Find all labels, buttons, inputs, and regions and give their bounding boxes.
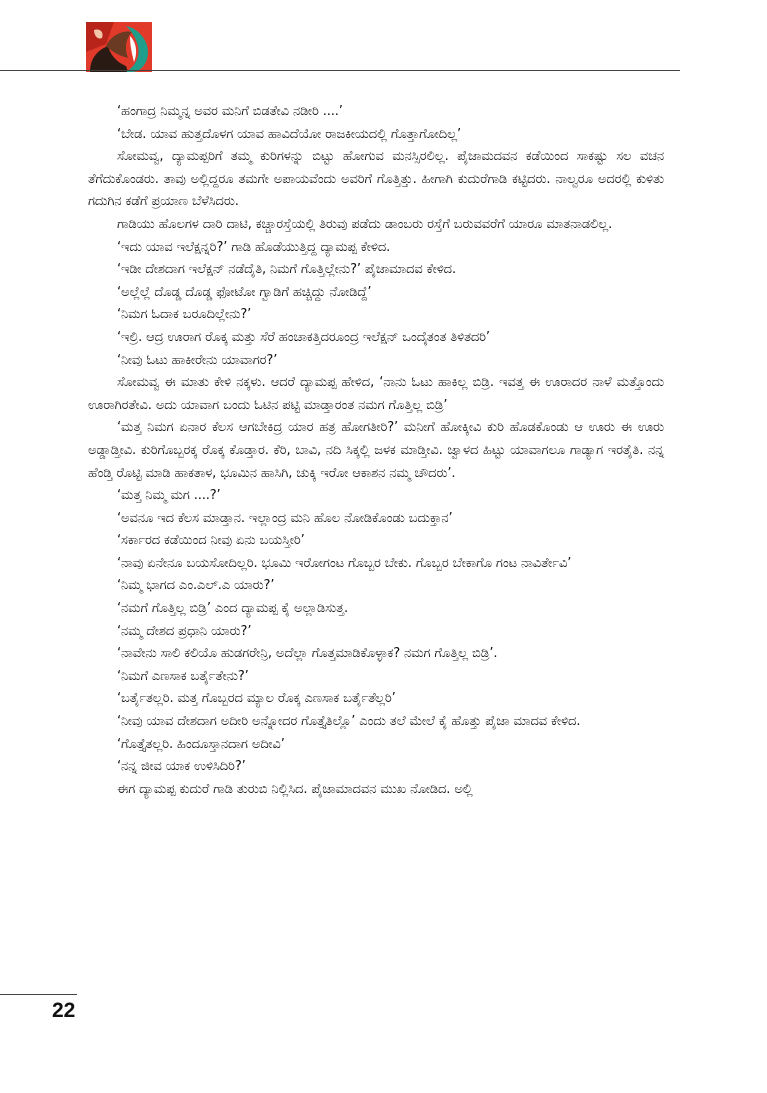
story-paragraph: ‘ನೀವು ಯಾವ ದೇಶದಾಗ ಅದೀರಿ ಅನ್ನೋದರ ಗೊತ್ತೈತಿಲ್ಲೊ’ ಎಂದು ತಲೆ ಮೇಲೆ ಕೈ ಹೊತ್ತು ಪೈಜಾ ಮಾದವ ಕೇಳಿದ. xyxy=(117,714,581,730)
story-paragraph: ‘ನನ್ನ ಜೀವ ಯಾಕ ಉಳಿಸಿದಿರಿ?’ xyxy=(117,759,246,775)
story-paragraph: ‘ನಿಮಗೆ ಎಣಸಾಕ ಬರ್ತೈತೇನು?’ xyxy=(117,668,249,684)
page-number: 22 xyxy=(52,999,76,1022)
story-body xyxy=(88,101,664,801)
header-rule xyxy=(0,70,680,71)
story-paragraph: ‘ನೀವು ಓಟು ಹಾಕೀರೇನು ಯಾವಾಗರ?’ xyxy=(117,352,278,368)
story-paragraph: ‘ನಾವು ಏನೇನೂ ಬಯಸೋದಿಲ್ಲರಿ. ಭೂಮಿ ಇರೋಗಂಟ ಗೊಬ್ಬರ ಬೇಕು. ಗೊಬ್ಬರ ಬೇಕಾಗೊ ಗಂಟ ನಾವಿರ್ತೇವಿ’ xyxy=(117,555,572,571)
story-paragraph: ‘ನಿಮಗ ಓದಾಕ ಬರೂದಿಲ್ಲೇನು?’ xyxy=(117,307,252,323)
story-paragraph: ‘ಇಡೀ ದೇಶದಾಗ ಇಲೆಕ್ಷನ್ ನಡೆದೈತಿ, ನಿಮಗೆ ಗೊತ್ತಿಲ್ಲೇನು?’ ಪೈಜಾಮಾದವ ಕೇಳಿದ. xyxy=(117,262,457,278)
logo-artwork xyxy=(86,22,152,72)
story-paragraph: ‘ಅಲ್ಲೆಲ್ಲೆ ದೊಡ್ಡ ದೊಡ್ಡ ಫೋಟೋ ಗ್ವಾಡಿಗೆ ಹಚ್ಚಿದ್ದು ನೋಡಿದ್ದೆ’ xyxy=(117,284,372,300)
story-paragraph: ಗಾಡಿಯು ಹೊಲಗಳ ದಾರಿ ದಾಟಿ, ಕಚ್ಚಾರಸ್ತೆಯಲ್ಲಿ ತಿರುವು ಪಡೆದು ಡಾಂಬರು ರಸ್ತೆಗೆ ಬರುವವರೆಗೆ ಯಾರೂ ಮಾತನಾಡಲಿಲ್ಲ. xyxy=(117,216,613,232)
story-paragraph: ‘ಬೇಡ. ಯಾವ ಹುತ್ತದೊಳಗ ಯಾವ ಹಾವಿದೆಯೋ ರಾಜಕೀಯದಲ್ಲಿ ಗೊತ್ತಾಗೋದಿಲ್ಲ’ xyxy=(117,126,461,142)
story-paragraph: ‘ನಾವೇನು ಸಾಲಿ ಕಲಿಯೊ ಹುಡಗರೇನ್ರಿ, ಅದೆಲ್ಲಾ ಗೊತ್ತಮಾಡಿಕೊಳ್ಳಾಕ? ನಮಗ ಗೊತ್ತಿಲ್ಲ ಬಿಡ್ರಿ’. xyxy=(117,646,498,662)
story-paragraph: ‘ನಮಗೆ ಗೊತ್ತಿಲ್ಲ ಬಿಡ್ರಿ’ ಎಂದ ದ್ಯಾಮಪ್ಪ ಕೈ ಅಲ್ಲಾಡಿಸುತ್ತ. xyxy=(117,601,349,617)
story-paragraph: ಸೋಮವ್ವ ಈ ಮಾತು ಕೇಳಿ ನಕ್ಕಳು. ಆದರೆ ದ್ಯಾಮಪ್ಪ ಹೇಳಿದ, ‘ನಾನು ಓಟು ಹಾಕಿಲ್ಲ ಬಿಡ್ರಿ. ಇವತ್ತ ಈ ಊರಾದರ ನಾಳೆ ಮತ್ತೊಂದು ಊರಾಗಿರತೇವಿ. ಅದು ಯಾವಾಗ ಬಂದು ಓಟಿನ ಪಟ್ಟಿ ಮಾಡ್ತಾರಂತ ನಮಗ ಗೊತ್ತಿಲ್ಲ ಬಿಡ್ರಿ’ xyxy=(88,375,664,413)
story-paragraph: ‘ನಿಮ್ಮ ಭಾಗದ ಎಂ.ಎಲ್.ಎ ಯಾರು?’ xyxy=(117,578,275,594)
story-paragraph: ‘ಇದು ಯಾವ ಇಲೆಕ್ಷನ್ನರಿ?’ ಗಾಡಿ ಹೊಡೆಯುತ್ತಿದ್ದ ದ್ಯಾಮಪ್ಪ ಕೇಳಿದ. xyxy=(117,239,391,255)
story-paragraph: ‘ಗೊತ್ತೈತಲ್ಲರಿ. ಹಿಂದೂಸ್ತಾನದಾಗ ಅದೀವಿ’ xyxy=(117,736,285,752)
story-paragraph: ‘ಇಲ್ರಿ. ಆದ್ರ ಊರಾಗ ರೊಕ್ಕ ಮತ್ತು ಸೆರೆ ಹಂಚಾಕತ್ತಿದರೂಂದ್ರ ಇಲೆಕ್ಷನ್ ಒಂದೈತಂತ ತಿಳಿತದರಿ’ xyxy=(117,329,490,345)
story-paragraph: ಸೋಮವ್ವ, ದ್ಯಾಮಪ್ಪರಿಗೆ ತಮ್ಮ ಕುರಿಗಳನ್ನು ಬಿಟ್ಟು ಹೋಗುವ ಮನಸ್ಸಿರಲಿಲ್ಲ. ಪೈಜಾಮದವನ ಕಡೆಯಿಂದ ಸಾಕಷ್ಟು ಸಲ ವಚನ ತೆಗೆದುಕೊಂಡರು. ತಾವು ಅಲ್ಲಿದ್ದರೂ ತಮಗೇ ಅಪಾಯವೆಂದು ಅವರಿಗೆ ಗೊತ್ತಿತ್ತು. ಹೀಗಾಗಿ ಕುದುರೆಗಾಡಿ ಕಟ್ಟಿದರು. ನಾಲ್ವರೂ ಅದರಲ್ಲಿ ಕುಳಿತು ಗದುಗಿನ ಕಡೆಗೆ ಪ್ರಯಾಣ ಬೆಳೆಸಿದರು. xyxy=(88,149,664,210)
story-paragraph: ‘ನಮ್ಮ ದೇಶದ ಪ್ರಧಾನಿ ಯಾರು?’ xyxy=(117,623,252,639)
story-paragraph: ‘ಮತ್ತ ನಿಮಗ ಏನಾರ ಕೆಲಸ ಆಗಬೇಕಿದ್ರ ಯಾರ ಹತ್ರ ಹೋಗತೀರಿ?’ ಮನೀಗೆ ಹೋಕ್ಕೀವಿ ಕುರಿ ಹೊಡಕೊಂಡು ಆ ಊರು ಈ ಊರು ಅಡ್ಡಾಡ್ತೀವಿ. ಕುರಿಗೊಬ್ಬರಕ್ಕ ರೊಕ್ಕ ಕೊಡ್ತಾರ. ಕೆರಿ, ಬಾವಿ, ನದಿ ಸಿಕ್ಕಲ್ಲಿ ಜಳಕ ಮಾಡ್ತೀವಿ. ಜ್ವಾಳದ ಹಿಟ್ಟು ಯಾವಾಗಲೂ ಗಾಡ್ಯಾಗ ಇರತೈತಿ. ನನ್ನ ಹೆಂಡ್ತಿ ರೊಟ್ಟಿ ಮಾಡಿ ಹಾಕತಾಳ, ಭೂಮಿನ ಹಾಸಿಗಿ, ಚುಕ್ಕಿ ಇರೋ ಆಕಾಶನ ನಮ್ಮ ಚೌದರು’. xyxy=(88,420,664,481)
story-paragraph: ‘ಅವನೂ ಇದ ಕೆಲಸ ಮಾಡ್ತಾನ. ಇಲ್ಲಾಂದ್ರ ಮನಿ ಹೊಲ ನೋಡಿಕೊಂಡು ಬದುಕ್ತಾನ’ xyxy=(117,510,453,526)
story-paragraph: ‘ಸರ್ಕಾರದ ಕಡೆಯಿಂದ ನೀವು ಏನು ಬಯಸ್ತೀರಿ’ xyxy=(117,533,305,549)
story-paragraph: ಈಗ ದ್ಯಾಮಪ್ಪ ಕುದುರೆ ಗಾಡಿ ತುರುಬಿ ನಿಲ್ಲಿಸಿದ. ಪೈಜಾಮಾದವನ ಮುಖ ನೋಡಿದ. ಅಲ್ಲಿ xyxy=(117,781,473,797)
magazine-logo-icon xyxy=(86,22,152,72)
story-paragraph: ‘ಮತ್ತ ನಿಮ್ಮ ಮಗ ....?’ xyxy=(117,488,221,504)
footer-rule xyxy=(0,994,77,995)
story-paragraph: ‘ಹಂಗಾದ್ರ ನಿಮ್ಮನ್ನ ಅವರ ಮನಿಗೆ ಬಿಡತೇವಿ ನಡೀರಿ ....’ xyxy=(117,104,343,119)
story-paragraph: ‘ಬರ್ತೈತಲ್ಲರಿ. ಮತ್ತ ಗೊಬ್ಬರದ ಮ್ಯಾಲ ರೊಕ್ಕ ಎಣಸಾಕ ಬರ್ತೈತೆಲ್ಲರಿ’ xyxy=(117,691,396,707)
